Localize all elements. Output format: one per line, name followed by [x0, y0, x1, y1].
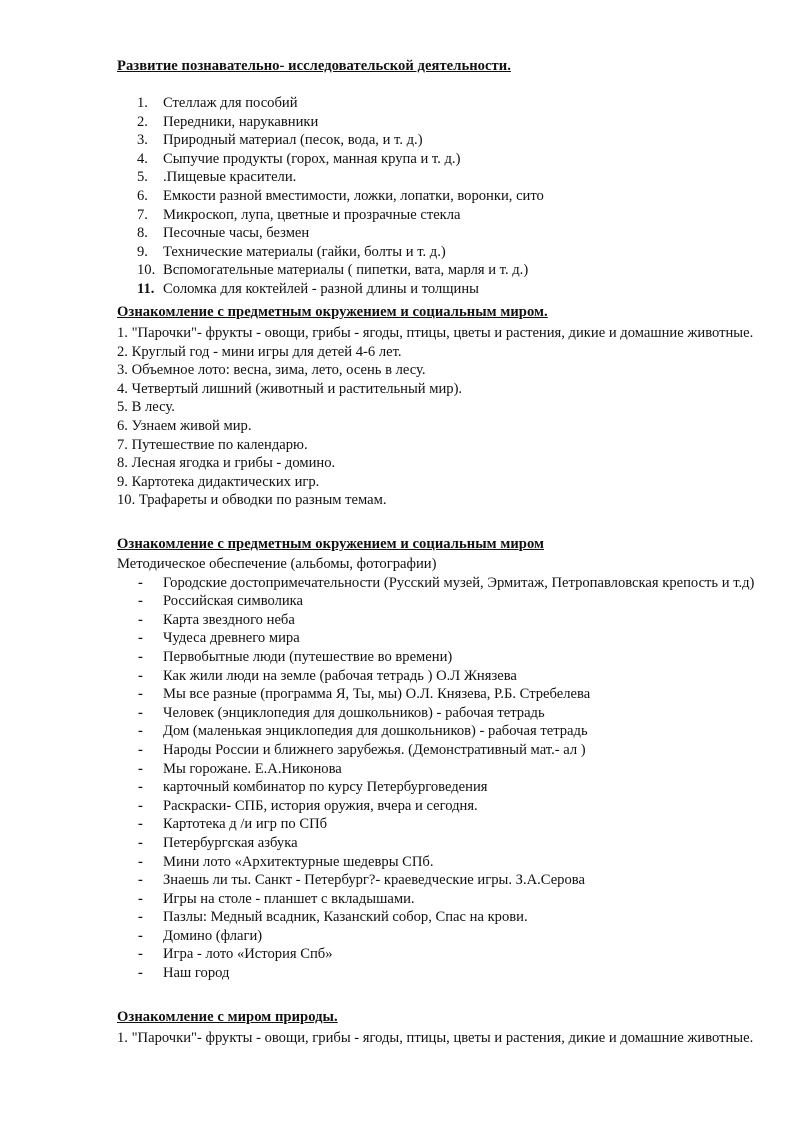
- list-item-text: Микроскоп, лупа, цветные и прозрачные стекла: [163, 206, 461, 223]
- list-item-text: Стеллаж для пособий: [163, 95, 298, 111]
- dash-bullet: -: [138, 927, 143, 944]
- dash-bullet: -: [138, 593, 143, 610]
- research-list-item: [117, 168, 757, 187]
- research-list-item: [117, 187, 757, 206]
- social-world-list-item: 4. Четвертый лишний (животный и растительный мир).: [117, 380, 463, 397]
- methodical-list-item: [117, 592, 757, 611]
- methodical-list-item: [117, 908, 757, 927]
- research-materials-list: [117, 94, 757, 299]
- methodical-list-item: [117, 927, 757, 946]
- section-heading-social-world-methodical: Ознакомление с предметным окружением и социальным миром: [117, 536, 545, 552]
- list-item-text: Соломка для коктейлей - разной длины и толщины: [163, 280, 479, 297]
- list-item-text: Человек (энциклопедия для дошкольников) - рабочая тетрадь: [163, 704, 545, 721]
- research-list-item: [117, 224, 757, 243]
- list-item-text: Домино (флаги): [163, 927, 263, 944]
- list-item-text: карточный комбинатор по курсу Петербурговедения: [163, 779, 488, 796]
- list-item-text: Картотека д /и игр по СПб: [163, 816, 328, 833]
- methodical-list-item: [117, 815, 757, 834]
- list-item-number: 9.: [137, 243, 148, 260]
- methodical-list-item: [117, 574, 757, 593]
- dash-bullet: -: [138, 611, 143, 628]
- section-heading-nature: Ознакомление с миром природы.: [117, 1009, 338, 1025]
- section-research-list-wrap: [117, 94, 757, 299]
- dash-bullet: -: [138, 686, 143, 703]
- list-item-number: 11.: [137, 280, 155, 297]
- methodical-list-item: [117, 890, 757, 909]
- list-item-text: Технические материалы (гайки, болты и т. д.): [163, 243, 446, 260]
- list-item-text: Передники, нарукавники: [163, 113, 319, 130]
- section-social-world-wrap: [117, 324, 757, 510]
- list-item-text: Раскраски- СПБ, история оружия, вчера и сегодня.: [163, 797, 478, 814]
- research-list-item: [117, 243, 757, 262]
- methodical-list-item: [117, 704, 757, 723]
- list-item-text: Сыпучие продукты (горох, манная крупа и т. д.): [163, 150, 461, 167]
- list-item-number: 2.: [137, 113, 148, 130]
- methodical-intro: Методическое обеспечение (альбомы, фотографии): [117, 556, 437, 572]
- list-item-text: Пазлы: Медный всадник, Казанский собор, Спас на крови.: [163, 909, 528, 926]
- dash-bullet: -: [138, 816, 143, 833]
- social-world-list-item: 5. В лесу.: [117, 399, 175, 416]
- research-list-item: [117, 261, 757, 280]
- dash-bullet: -: [138, 872, 143, 889]
- list-item-text: Дом (маленькая энциклопедия для дошкольников) - рабочая тетрадь: [163, 723, 588, 740]
- research-list-item: [117, 280, 757, 299]
- dash-bullet: -: [138, 704, 143, 721]
- methodical-list-item: [117, 667, 757, 686]
- dash-bullet: -: [138, 574, 143, 591]
- social-world-list-item: 8. Лесная ягодка и грибы - домино.: [117, 455, 336, 472]
- list-item-number: 1.: [137, 95, 148, 111]
- list-item-text: Карта звездного неба: [163, 611, 295, 628]
- list-item-text: Емкости разной вместимости, ложки, лопатки, воронки, сито: [163, 187, 544, 204]
- list-item-text: Мы горожане. Е.А.Никонова: [163, 760, 342, 777]
- nature-item-1: 1. "Парочки"- фрукты - овощи, грибы - ягоды, птицы, цветы и растения, дикие и домашние животные.: [117, 1030, 754, 1046]
- methodical-list-item: [117, 741, 757, 760]
- list-item-text: Первобытные люди (путешествие во времени): [163, 648, 453, 665]
- dash-bullet: -: [138, 723, 143, 740]
- list-item-number: 4.: [137, 150, 148, 167]
- section-methodical-wrap: [117, 555, 757, 983]
- dash-bullet: -: [138, 779, 143, 796]
- methodical-list-item: [117, 648, 757, 667]
- methodical-list-item: [117, 760, 757, 779]
- list-item-text: Вспомогательные материалы ( пипетки, вата, марля и т. д.): [163, 262, 529, 279]
- methodical-list-item: [117, 685, 757, 704]
- list-item-text: Игры на столе - планшет с вкладышами.: [163, 890, 415, 907]
- list-item-number: 7.: [137, 206, 148, 223]
- social-world-list-item: 3. Объемное лото: весна, зима, лето, осень в лесу.: [117, 362, 426, 379]
- list-item-text: Российская символика: [163, 593, 304, 610]
- list-item-text: Народы России и ближнего зарубежья. (Демонстративный мат.- ал ): [163, 741, 586, 758]
- social-world-list-item: 2. Круглый год - мини игры для детей 4-6 лет.: [117, 343, 402, 360]
- list-item-number: 5.: [137, 169, 148, 186]
- list-item-number: 8.: [137, 225, 148, 242]
- list-item-text: Мы все разные (программа Я, Ты, мы) О.Л. Князева, Р.Б. Стребелева: [163, 686, 591, 703]
- list-item-text: Песочные часы, безмен: [163, 225, 310, 242]
- methodical-list-item: [117, 834, 757, 853]
- dash-bullet: -: [138, 667, 143, 684]
- dash-bullet: -: [138, 648, 143, 665]
- list-item-text: Городские достопримечательности (Русский музей, Эрмитаж, Петропавловская крепость и т.д): [163, 574, 755, 591]
- section-heading-research: Развитие познавательно- исследовательской деятельности.: [117, 58, 511, 74]
- dash-bullet: -: [138, 909, 143, 926]
- research-list-item: [117, 206, 757, 225]
- dash-bullet: -: [138, 834, 143, 851]
- research-list-item: [117, 94, 757, 113]
- section-heading-social-world: Ознакомление с предметным окружением и социальным миром.: [117, 304, 548, 320]
- social-world-games-list: [117, 324, 757, 510]
- methodical-list-item: [117, 611, 757, 630]
- list-item-number: 3.: [137, 132, 148, 149]
- list-item-number: 6.: [137, 187, 148, 204]
- social-world-list-item: 6. Узнаем живой мир.: [117, 417, 252, 434]
- dash-bullet: -: [138, 741, 143, 758]
- methodical-list-item: [117, 853, 757, 872]
- dash-bullet: -: [138, 630, 143, 647]
- methodical-list-item: [117, 722, 757, 741]
- methodical-list-item: [117, 778, 757, 797]
- dash-bullet: -: [138, 890, 143, 907]
- list-item-text: Чудеса древнего мира: [163, 630, 300, 647]
- dash-bullet: -: [138, 760, 143, 777]
- dash-bullet: -: [138, 946, 143, 963]
- research-list-item: [117, 150, 757, 169]
- dash-bullet: -: [138, 965, 143, 982]
- list-item-text: Знаешь ли ты. Санкт - Петербург?- краеведческие игры. З.А.Серова: [163, 872, 585, 889]
- research-list-item: [117, 131, 757, 150]
- methodical-list-item: [117, 964, 757, 983]
- list-item-text: Игра - лото «История Спб»: [163, 946, 333, 963]
- research-list-item: [117, 113, 757, 132]
- list-item-text: .Пищевые красители.: [163, 169, 297, 186]
- list-item-text: Наш город: [163, 965, 230, 982]
- methodical-list-item: [117, 871, 757, 890]
- social-world-list-item: 7. Путешествие по календарю.: [117, 436, 308, 453]
- methodical-list-item: [117, 629, 757, 648]
- social-world-list-item: 10. Трафареты и обводки по разным темам.: [117, 492, 387, 509]
- list-item-text: Как жили люди на земле (рабочая тетрадь ) О.Л Жнязева: [163, 667, 517, 684]
- methodical-list-item: [117, 797, 757, 816]
- methodical-list-item: [117, 945, 757, 964]
- social-world-list-item: 1. "Парочки"- фрукты - овощи, грибы - ягоды, птицы, цветы и растения, дикие и домашние животные.: [117, 325, 754, 341]
- dash-bullet: -: [138, 853, 143, 870]
- methodical-materials-list: [117, 574, 757, 983]
- list-item-text: Мини лото «Архитектурные шедевры СПб.: [163, 853, 434, 870]
- social-world-list-item: 9. Картотека дидактических игр.: [117, 473, 320, 490]
- list-item-text: Петербургская азбука: [163, 834, 298, 851]
- dash-bullet: -: [138, 797, 143, 814]
- list-item-text: Природный материал (песок, вода, и т. д.): [163, 132, 423, 149]
- section-nature-wrap: [117, 1029, 757, 1048]
- list-item-number: 10.: [137, 262, 156, 279]
